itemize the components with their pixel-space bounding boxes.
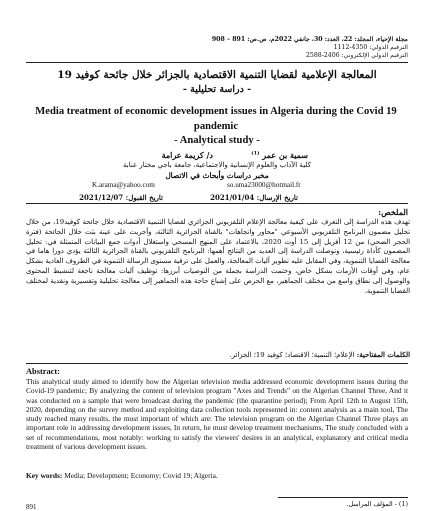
- abstract-arabic: تهدف هذه الدراسة إلى التعرف على كيفية معالجة الإعلام التلفزيوني الجزائري لقضايا التنمية الاقتصادية خلال جائحة كوفيد19، من خلال تحليل مضمون البرنامج التلفزيوني الأسبوعي "محاور واتجاهات" بالقناة الجزائرية الثالثة، وأجريت على عينة بثت خلال الجائحة (فترة الحجر الصحي) من 12 أفريل إلى 15 أوت 2020، بالاعتماد على المنهج المسحي واستغلال أدوات جمع البيانات المتمثلة في: تحليل المضمون كأداة رئيسية، وتوصلت الدراسة إلى العديد من النتائج أهمها: البرنامج التلفزيوني بالقناة الجزائرية الثالثة يؤدي دورا هاما في معالجة القضايا التنموية، وفي المقابل عليه تطوير آليات المعالجة، والعمل على ترقية مستوى الرسالة التنموية في الظروف العادية بشكل عام، وفي أوقات الأزمات بشكل خاص، وختمت الدراسة بجملة من التوصيات أبرزها: توظيف آليات معالجة ناجعة لتنشيط المحتوى والوصول إلى نطاق واسع من مختلف الجماهير، مع الحرص على إشباع حاجة هذه الجماهير إلى معالجة تحليلية وتفسيرية ونقدية لمختلف القضايا التنموية.: [26, 218, 410, 295]
- keywords-english-label: Key words:: [26, 471, 63, 480]
- abstract-english-label: Abstract:: [26, 367, 60, 376]
- email-2[interactable]: so.uma23000@hotmail.fr: [227, 181, 301, 189]
- journal-header: [26, 36, 408, 60]
- dates-rule: [26, 203, 408, 204]
- affiliation: كلية الآداب والعلوم الإنسانية والاجتماعية، جامعة باجي مختار عنابة: [123, 161, 311, 169]
- subtitle-arabic: - دراسة تحليلية -: [182, 84, 252, 95]
- author-2: د/ كريمة عرامة: [161, 150, 213, 160]
- keywords-english: [26, 471, 408, 480]
- author-1-footnote-mark: (1): [251, 150, 260, 157]
- keywords-english-text: Media; Development; Economy; Covid 19; Algeria.: [64, 471, 218, 480]
- subtitle-english: - Analytical study -: [174, 135, 260, 146]
- issn: الترقيم الدولي: 4350-1112: [333, 44, 408, 51]
- sent-date: تاريخ الإرسال: 2021/01/04: [210, 193, 298, 202]
- keywords-arabic-label: الكلمات المفتاحية:: [356, 351, 410, 359]
- footnote: (1) - المؤلف المراسل.: [346, 500, 408, 508]
- journal-citation: مجلة الإحياء، المجلد: 22، العدد: 30، جانفي 2022م، ص.ص: 891 – 908: [211, 36, 408, 43]
- title-arabic: المعالجة الإعلامية لقضايا التنمية الاقتصادية بالجزائر خلال جائحة كوفيد 19: [57, 69, 377, 81]
- footnote-rule: [278, 497, 408, 498]
- abstract-english: This analytical study aimed to identify how the Algerian television media addressed economic development issues during the Covid-19 pandemic; By analyzing the content of television program "Axes and Trends" on the Algerian Channel Three, And it was conducted on a sample that were broadcast during the pandemic (the quarantine period); From April 12th to August 15th, 2020, depending on the survey method and exploiting data collection tools represented in: content analysis as a main tool, The study reached many results, the most important of which are: The television program on the Algerian Channel Three plays an important role in addressing development issues, In return, he must develop treatment mechanisms, The study concluded with a set of recommendations, most notably: working to satisfy the viewers' desires in an analytical, explanatory and critical media treatment of various development issues.: [26, 377, 408, 452]
- accepted-date: تاريخ القبول: 2021/12/07: [79, 193, 163, 202]
- title-english: Media treatment of economic development issues in Algeria during the Covid 19 pandemic: [35, 106, 397, 132]
- author-1: سمية بن عمر $^{(1)}$: [251, 150, 308, 160]
- laboratory: مخبر دراسات وأبحاث في الاتصال: [165, 171, 269, 180]
- abstract-separator: [26, 363, 408, 364]
- keywords-arabic-text: الإعلام؛ التنمية؛ الاقتصاد؛ كوفيد 19؛ الجزائر.: [229, 351, 355, 359]
- keywords-arabic: [26, 351, 410, 359]
- page-number: 891: [26, 503, 37, 511]
- header-rule: [26, 62, 408, 63]
- abstract-arabic-label: الملخص:: [378, 207, 408, 217]
- eissn: الترقيم الدولي الإلكتروني: 2406-2588: [306, 52, 408, 59]
- email-1[interactable]: K.arama@yahoo.com: [92, 181, 155, 189]
